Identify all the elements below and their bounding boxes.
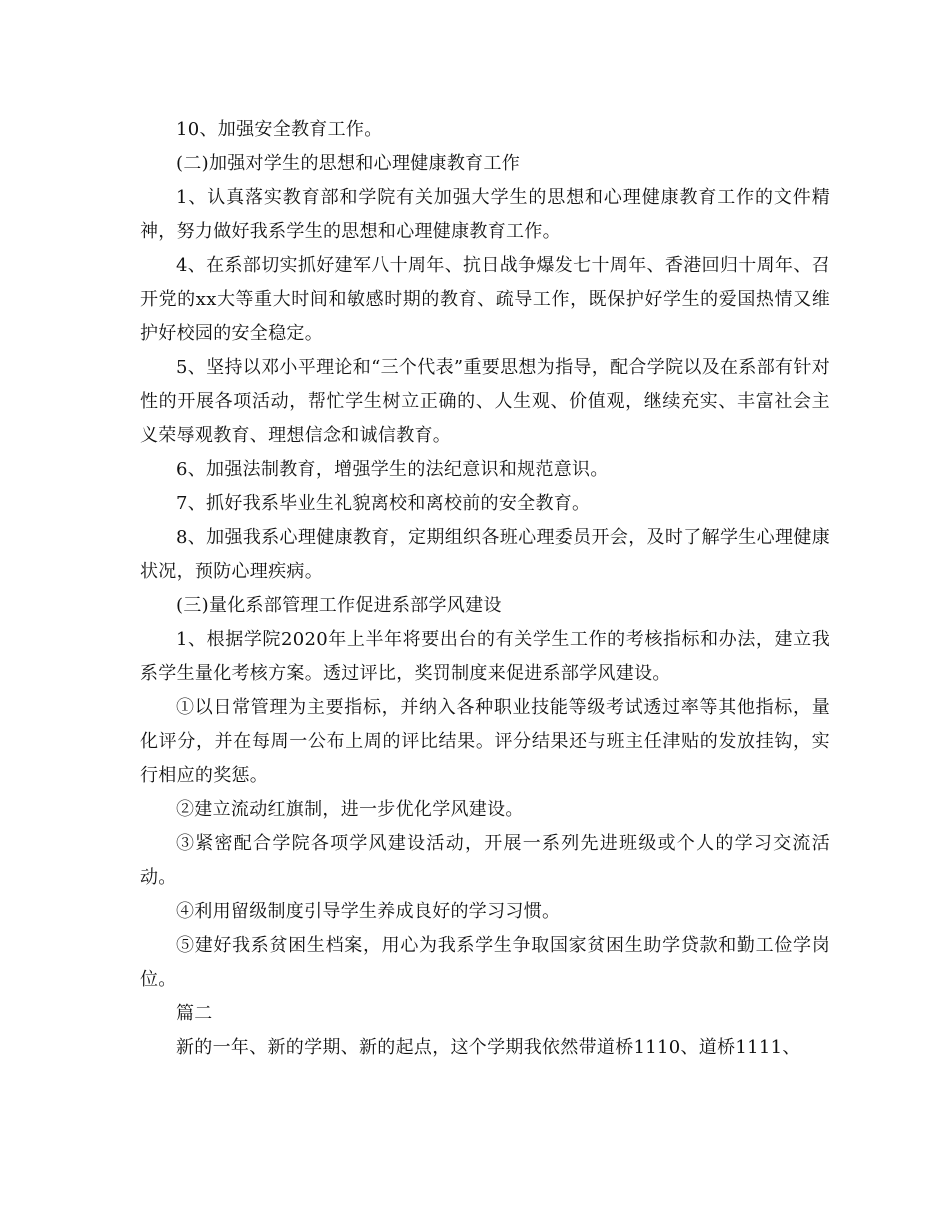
- paragraph: 5、坚持以邓小平理论和“三个代表”重要思想为指导，配合学院以及在系部有针对性的开展各项活动，帮忙学生树立正确的、人生观、价值观，继续充实、丰富社会主义荣辱观教育、理想信念和诚信教育。: [140, 357, 830, 446]
- section-heading-three: (三)量化系部管理工作促进系部学风建设: [176, 595, 502, 616]
- paragraph: ①以日常管理为主要指标，并纳入各种职业技能等级考试透过率等其他指标，量化评分，并在每周一公布上周的评比结果。评分结果还与班主任津贴的发放挂钩，实行相应的奖惩。: [140, 697, 830, 786]
- paragraph: 1、根据学院2020年上半年将要出台的有关学生工作的考核指标和办法，建立我系学生量化考核方案。透过评比，奖罚制度来促进系部学风建设。: [140, 629, 830, 684]
- paragraph: ②建立流动红旗制，进一步优化学风建设。: [176, 799, 524, 820]
- paragraph: 1、认真落实教育部和学院有关加强大学生的思想和心理健康教育工作的文件精神，努力做好我系学生的思想和心理健康教育工作。: [140, 187, 830, 242]
- paragraph: ③紧密配合学院各项学风建设活动，开展一系列先进班级或个人的学习交流活动。: [140, 833, 830, 888]
- paragraph: 8、加强我系心理健康教育，定期组织各班心理委员开会，及时了解学生心理健康状况，预防心理疾病。: [140, 527, 830, 582]
- paragraph: ④利用留级制度引导学生养成良好的学习习惯。: [176, 901, 561, 922]
- paragraph: 4、在系部切实抓好建军八十周年、抗日战争爆发七十周年、香港回归十周年、召开党的xx大等重大时间和敏感时期的教育、疏导工作，既保护好学生的爱国热情又维护好校园的安全稳定。: [140, 255, 830, 344]
- paragraph: 6、加强法制教育，增强学生的法纪意识和规范意识。: [176, 459, 609, 480]
- paragraph: ⑤建好我系贫困生档案，用心为我系学生争取国家贫困生助学贷款和勤工俭学岗位。: [140, 935, 830, 990]
- paragraph-safety-education: 10、加强安全教育工作。: [176, 119, 383, 140]
- paragraph: 7、抓好我系毕业生礼貌离校和离校前的安全教育。: [176, 493, 591, 514]
- paragraph: 新的一年、新的学期、新的起点，这个学期我依然带道桥1110、道桥1111、: [176, 1037, 801, 1058]
- document-body: [140, 113, 830, 1065]
- section-heading-two: (二)加强对学生的思想和心理健康教育工作: [176, 153, 521, 174]
- part-heading: 篇二: [176, 1003, 213, 1024]
